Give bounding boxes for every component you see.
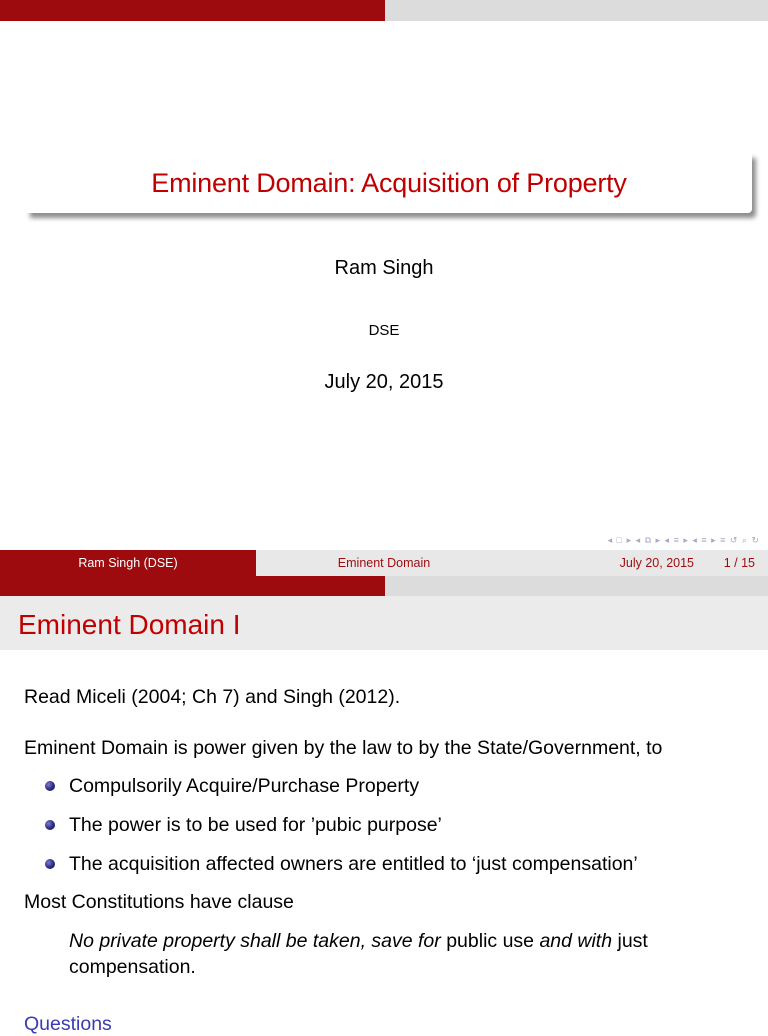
presentation-date: July 20, 2015 [324,371,444,393]
bullet-icon [45,859,55,869]
list-item: Compulsorily Acquire/Purchase Property [44,774,638,813]
list-item: The power is to be used for ’pubic purpose’ [44,813,638,852]
reading-reference: Read Miceli (2004; Ch 7) and Singh (2012). [24,686,401,708]
footer-short-title: Eminent Domain [256,550,512,576]
frame-title: Eminent Domain I [18,609,241,640]
next-section-heading: Questions [24,1013,112,1035]
header-bar-accent [0,576,385,596]
beamer-navigation-icons[interactable]: ◂ □ ▸ ◂ ⧉ ▸ ◂ ≡ ▸ ◂ ≡ ▸ ≡ ↺ ⌕ ↻ [607,535,760,545]
content-slide [0,576,768,1035]
bullet-icon [45,781,55,791]
footer-bar [0,550,768,576]
title-box [26,153,752,213]
footer-right [512,550,768,576]
institute: DSE [368,322,400,339]
footer-page-number: 1 / 15 [723,556,755,570]
footer-author: Ram Singh (DSE) [0,550,256,576]
footer-date: July 20, 2015 [619,556,694,570]
definition-bullets [44,774,638,891]
header-bar-accent [0,0,385,21]
definition-text: Eminent Domain is power given by the law to by the State/Government, to [24,737,663,759]
frame-title-bar [0,596,768,650]
bullet-icon [45,820,55,830]
clause-intro: Most Constitutions have clause [24,891,294,913]
constitution-quote: No private property shall be taken, save for public use and with just compensation. [69,930,648,978]
list-item: The acquisition affected owners are entitled to ‘just compensation’ [44,852,638,891]
slide-title: Eminent Domain: Acquisition of Property [151,168,627,198]
author-name: Ram Singh [334,257,434,279]
header-bar [0,0,768,21]
header-bar [0,576,768,596]
